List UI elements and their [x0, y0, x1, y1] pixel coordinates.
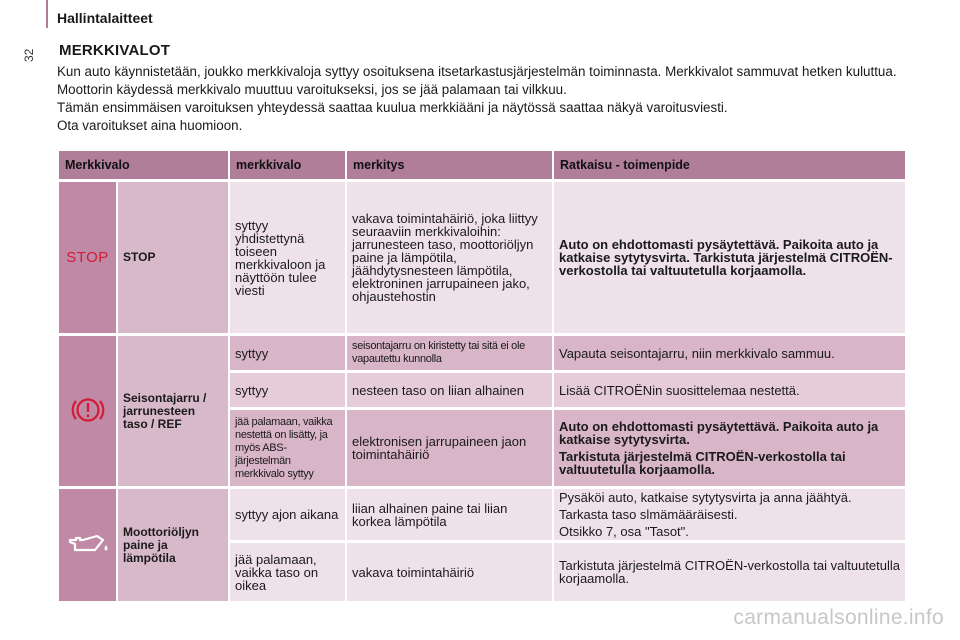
- light-name: Moottoriöljyn paine ja lämpötila: [118, 489, 228, 601]
- light-meaning: elektronisen jarrupaineen jaon toimintahäiriö: [347, 410, 552, 486]
- oil-pressure-icon: [59, 489, 116, 601]
- light-meaning: nesteen taso on liian alhainen: [347, 373, 552, 407]
- section-marker: [46, 0, 48, 28]
- header-meaning: merkitys: [347, 151, 552, 179]
- solution-text: Tarkistuta järjestelmä CITROËN-verkostolla tai valtuutetulla korjaamolla.: [559, 449, 846, 477]
- table-row: [59, 182, 905, 333]
- solution-text: Auto on ehdottomasti pysäytettävä. Paikoita auto ja katkaise sytytysvirta: [559, 237, 879, 265]
- solution-text: . Tarkistuta järjestelmä CITROËN-verkostolla tai valtuutetulla korjaamolla.: [559, 250, 893, 278]
- light-solution: [554, 489, 905, 540]
- intro-paragraph: Kun auto käynnistetään, joukko merkkivaloja syttyy osoituksena itsetarkastusjärjestelmän toiminnasta. Merkkivalot sammuvat hetken kuluttua.: [57, 64, 897, 79]
- solution-text: Otsikko 7, osa "Tasot".: [559, 524, 689, 539]
- solution-text: Auto on ehdottomasti pysäytettävä. Paikoita auto ja katkaise sytytysvirta.: [559, 419, 879, 447]
- light-meaning: vakava toimintahäiriö: [347, 543, 552, 601]
- header-state: merkkivalo: [230, 151, 345, 179]
- brake-warning-icon: [59, 336, 116, 486]
- table-row: [59, 489, 905, 540]
- light-state: syttyy yhdistettynä toiseen merkkivaloon ja näyttöön tulee viesti: [230, 182, 345, 333]
- light-meaning: seisontajarru on kiristetty tai sitä ei ole vapautettu kunnolla: [347, 336, 552, 370]
- section-heading: Hallintalaitteet: [57, 10, 153, 26]
- light-solution: [554, 182, 905, 333]
- light-meaning: vakava toimintahäiriö, joka liittyy seuraaviin merkkivaloihin: jarrunesteen taso, moottoriöljyn paine ja lämpötila, jäähdytysnesteen lämpötila, elektroninen jarrupaineen jako, ohjaustehostin: [347, 182, 552, 333]
- light-solution: Lisää CITROËNin suosittelemaa nestettä.: [554, 373, 905, 407]
- light-name: STOP: [118, 182, 228, 333]
- header-solution: Ratkaisu - toimenpide: [554, 151, 905, 179]
- table-header-row: [59, 151, 905, 179]
- watermark: carmanualsonline.info: [733, 606, 944, 629]
- light-solution: Tarkistuta järjestelmä CITROËN-verkostolla tai valtuutetulla korjaamolla.: [554, 543, 905, 601]
- light-state: syttyy ajon aikana: [230, 489, 345, 540]
- table-row: [59, 336, 905, 370]
- intro-text: [57, 64, 917, 136]
- intro-paragraph: Moottorin käydessä merkkivalo muuttuu varoitukseksi, jos se jää palamaan tai vilkkuu.: [57, 82, 567, 97]
- light-state: jää palamaan, vaikka nestettä on lisätty, ja myös ABS-järjestelmän merkkivalo syttyy: [230, 410, 345, 486]
- solution-text: Pysäköi auto, katkaise sytytysvirta ja anna jäähtyä.: [559, 490, 852, 505]
- header-light: Merkkivalo: [59, 151, 228, 179]
- warning-lights-table: [57, 148, 907, 604]
- light-state: jää palamaan, vaikka taso on oikea: [230, 543, 345, 601]
- light-meaning: liian alhainen paine tai liian korkea lämpötila: [347, 489, 552, 540]
- solution-text: Tarkasta taso slmämääräisesti.: [559, 507, 738, 522]
- intro-paragraph: Tämän ensimmäisen varoituksen yhteydessä saattaa kuulua merkkiääni ja näytössä saattaa näkyä varoitusviesti.: [57, 100, 728, 115]
- page-number: 32: [22, 48, 36, 62]
- stop-icon: STOP: [59, 182, 116, 333]
- intro-paragraph: Ota varoitukset aina huomioon.: [57, 118, 243, 133]
- light-solution: Vapauta seisontajarru, niin merkkivalo sammuu.: [554, 336, 905, 370]
- page-title: MERKKIVALOT: [59, 42, 171, 59]
- light-name: Seisontajarru / jarrunesteen taso / REF: [118, 336, 228, 486]
- light-state: syttyy: [230, 373, 345, 407]
- light-state: syttyy: [230, 336, 345, 370]
- light-solution: [554, 410, 905, 486]
